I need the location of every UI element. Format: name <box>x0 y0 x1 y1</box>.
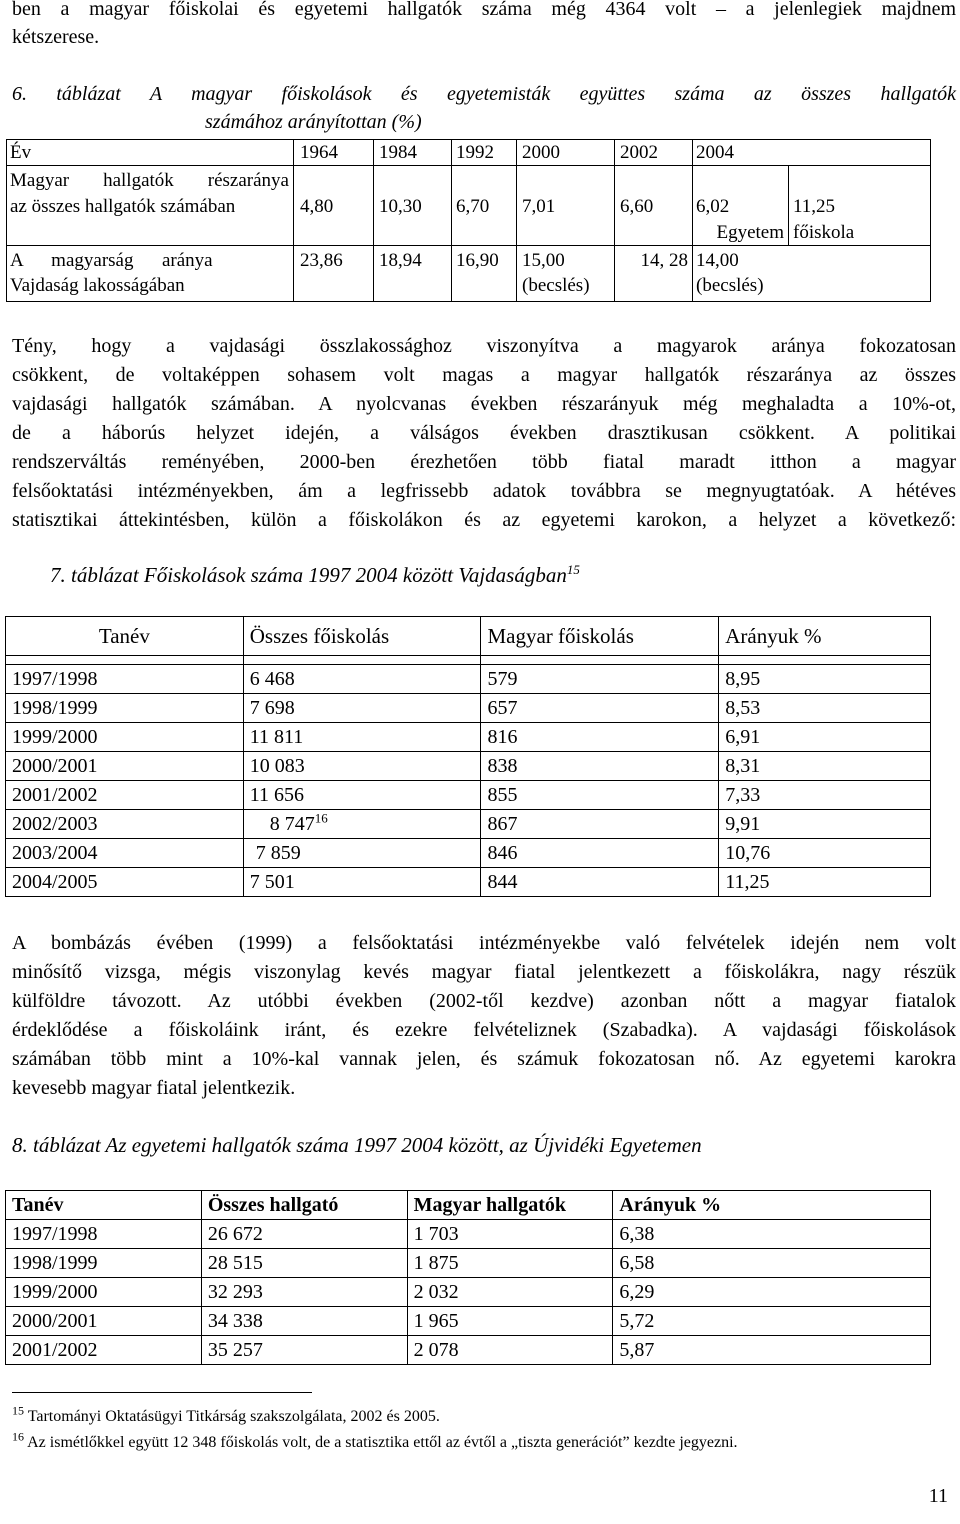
paragraph-line: Tény, hogy a vajdasági összlakossághoz viszonyítva a magyarok aránya fokozatosan <box>12 335 956 357</box>
table8-header: Magyar hallgatók <box>407 1191 613 1220</box>
table7-caption <box>50 563 580 588</box>
table-cell: 11,25 <box>719 868 931 897</box>
table6-year: 2000 <box>522 142 560 163</box>
table-cell: 2001/2002 <box>6 781 244 810</box>
table6-caption-line2: számához arányítottan (%) <box>205 111 422 133</box>
table-cell: 28 515 <box>201 1249 407 1278</box>
table-row <box>6 810 931 839</box>
table6-row2-value: 16,90 <box>456 250 499 271</box>
paragraph-line: A bombázás évében (1999) a felsőoktatási intézményekbe való felvételek idején nem volt <box>12 932 956 954</box>
table6-row1-value: 6,60 <box>620 196 654 217</box>
table-cell: 8,31 <box>719 752 931 781</box>
table7-header: Tanév <box>6 617 244 656</box>
paragraph-line: csökkent, de voltaképpen sohasem volt magas a magyar hallgatók részaránya az összes <box>12 364 956 386</box>
paragraph-line: felsőoktatási intézményekben, ám a legfrissebb adatok továbbra se megnyugtatóak. A hétéves <box>12 480 956 502</box>
table-cell: 2002/2003 <box>6 810 244 839</box>
table-cell: 9,91 <box>719 810 931 839</box>
paragraph-line: minősítő vizsga, mégis viszonylag kevés magyar fiatal jelentkezett a főiskolákra, nagy részük <box>12 961 956 983</box>
table-cell: 8,95 <box>719 665 931 694</box>
table-cell: 7 698 <box>243 694 481 723</box>
table6-row1-label: az összes hallgatók számában <box>10 196 236 217</box>
table-cell: 1998/1999 <box>6 1249 202 1278</box>
table-cell: 855 <box>481 781 719 810</box>
table-cell: 6,29 <box>613 1278 931 1307</box>
table6-year: 2004 <box>696 142 734 163</box>
table8-header: Tanév <box>6 1191 202 1220</box>
paragraph-line: érdeklődése a főiskoláink iránt, és ezekre felvételiznek (Szabadka). A vajdasági főiskolások <box>12 1019 956 1041</box>
table-cell: 838 <box>481 752 719 781</box>
table-cell: 35 257 <box>201 1336 407 1365</box>
table-cell: 10,76 <box>719 839 931 868</box>
table-cell: 844 <box>481 868 719 897</box>
table7-header: Összes főiskolás <box>243 617 481 656</box>
table6-row2-label: Vajdaság lakosságában <box>10 275 185 296</box>
table-row <box>6 752 931 781</box>
table7-caption-text: 7. táblázat Főiskolások száma 1997 2004 között Vajdaságban <box>50 563 567 587</box>
table-row <box>6 868 931 897</box>
table-cell: 8,53 <box>719 694 931 723</box>
table6 <box>6 139 931 302</box>
table-cell: 6,91 <box>719 723 931 752</box>
table-cell: 2000/2001 <box>6 1307 202 1336</box>
table8-header: Összes hallgató <box>201 1191 407 1220</box>
footnote-ref-15[interactable]: 15 <box>566 562 580 577</box>
table-cell: 32 293 <box>201 1278 407 1307</box>
table-cell: 2003/2004 <box>6 839 244 868</box>
table7-header: Magyar főiskolás <box>481 617 719 656</box>
table-cell: 11 811 <box>243 723 481 752</box>
table-row <box>6 1220 931 1249</box>
paragraph-line: de a háborús helyzet idején, a válságos években drasztikusan csökkent. A politikai <box>12 422 956 444</box>
table6-row1-extra-value: 11,25 <box>793 196 836 217</box>
table-cell: 7 859 <box>243 839 481 868</box>
table-cell: 6,58 <box>613 1249 931 1278</box>
table8 <box>5 1190 931 1365</box>
table-cell: 10 083 <box>243 752 481 781</box>
table6-year: 1992 <box>456 142 494 163</box>
table6-row2-value: 23,86 <box>300 250 343 271</box>
table-cell: 657 <box>481 694 719 723</box>
table6-row1-value: 4,80 <box>300 196 334 217</box>
table-cell: 1 875 <box>407 1249 613 1278</box>
table6-row2-value: 18,94 <box>379 250 422 271</box>
table7-header: Arányuk % <box>719 617 931 656</box>
table8-header-row <box>6 1191 931 1220</box>
intro-line-1: ben a magyar főiskolai és egyetemi hallgatók száma még 4364 volt – a jelenlegiek majdnem <box>12 0 956 20</box>
table-row <box>6 1307 931 1336</box>
table-cell: 11 656 <box>243 781 481 810</box>
table-cell: 1999/2000 <box>6 723 244 752</box>
table6-caption-line1: 6. táblázat A magyar főiskolások és egyetemisták együttes száma az összes hallgatók <box>12 83 956 105</box>
table-cell: 34 338 <box>201 1307 407 1336</box>
table-cell: 6 468 <box>243 665 481 694</box>
paragraph-line: statisztikai áttekintésben, külön a főiskolákon és az egyetemi karokon, a helyzet a következő: <box>12 509 956 531</box>
table-cell: 1 703 <box>407 1220 613 1249</box>
footnote-number: 15 <box>12 1403 24 1418</box>
footnote-text: Tartományi Oktatásügyi Titkárság szakszolgálata, 2002 és 2005. <box>24 1408 440 1425</box>
table6-row1-value: 6,70 <box>456 196 490 217</box>
table-cell: 7 501 <box>243 868 481 897</box>
table6-row1-value: 10,30 <box>379 196 422 217</box>
table-row <box>6 1278 931 1307</box>
table6-row1-value: 6,02 <box>696 196 730 217</box>
table6-year: 1984 <box>379 142 417 163</box>
table8-caption: 8. táblázat Az egyetemi hallgatók száma 1997 2004 között, az Újvidéki Egyetemen <box>12 1133 702 1157</box>
table7-header-row <box>6 617 931 656</box>
table-cell: 816 <box>481 723 719 752</box>
table-cell: 5,72 <box>613 1307 931 1336</box>
table-cell: 1997/1998 <box>6 1220 202 1249</box>
table-cell: 846 <box>481 839 719 868</box>
table6-becsles-note: (becslés) <box>696 275 764 296</box>
table-cell: 5,87 <box>613 1336 931 1365</box>
table-cell <box>243 810 481 839</box>
table7 <box>5 616 931 897</box>
table6-year: 2002 <box>620 142 658 163</box>
table-cell: 7,33 <box>719 781 931 810</box>
table-cell: 579 <box>481 665 719 694</box>
intro-line-2: kétszerese. <box>12 26 100 48</box>
table6-row2-value: 14,00 <box>696 250 739 271</box>
table-cell: 1997/1998 <box>6 665 244 694</box>
footnote-number: 16 <box>12 1429 24 1444</box>
page-number: 11 <box>928 1485 948 1507</box>
table6-row1-value: 7,01 <box>522 196 556 217</box>
table-row <box>6 781 931 810</box>
paragraph-line: külföldre távozott. Az utóbbi években (2002-től kezdve) azonban nőtt a magyar fiatalok <box>12 990 956 1012</box>
table-row <box>6 665 931 694</box>
table-row <box>6 1249 931 1278</box>
table6-becsles-note: (becslés) <box>522 275 590 296</box>
table6-row2-label: A magyarság aránya <box>10 250 213 271</box>
table-row <box>6 839 931 868</box>
table6-row2-value: 14, 28 <box>640 250 688 271</box>
table-row <box>6 694 931 723</box>
table6-row2-value: 15,00 <box>522 250 565 271</box>
table6-row1-label: Magyar hallgatók részaránya <box>10 170 289 191</box>
table-cell: 1999/2000 <box>6 1278 202 1307</box>
table-cell: 867 <box>481 810 719 839</box>
paragraph-line: rendszerváltás reményében, 2000-ben érezhetően több fiatal maradt itthon a magyar <box>12 451 956 473</box>
footnote-15 <box>12 1403 440 1427</box>
paragraph-line: számában több mint a 10%-kal vannak jelen, és számuk fokozatosan nő. Az egyetemi karokra <box>12 1048 956 1070</box>
table-cell: 2 078 <box>407 1336 613 1365</box>
table-cell: 2004/2005 <box>6 868 244 897</box>
table-cell: 26 672 <box>201 1220 407 1249</box>
table-cell: 1 965 <box>407 1307 613 1336</box>
paragraph-line: kevesebb magyar fiatal jelentkezik. <box>12 1077 296 1099</box>
footnote-16 <box>12 1429 738 1453</box>
table6-header-label: Év <box>10 142 32 163</box>
table-cell: 1998/1999 <box>6 694 244 723</box>
paragraph-line: vajdasági hallgatók számában. A nyolcvanas években részarányuk még meghaladta a 10%-ot, <box>12 393 956 415</box>
footnote-ref-16[interactable]: 16 <box>314 810 328 826</box>
table-cell: 2001/2002 <box>6 1336 202 1365</box>
table-row <box>6 723 931 752</box>
table6-year: 1964 <box>300 142 338 163</box>
footnote-text: Az ismétlőkkel együtt 12 348 főiskolás volt, de a statisztika ettől az évtől a „tiszta generációt” kezdte jegyezni. <box>24 1434 738 1451</box>
table-row <box>6 1336 931 1365</box>
table-cell: 2 032 <box>407 1278 613 1307</box>
table6-foiskola-note: főiskola <box>793 222 855 243</box>
footnote-divider <box>12 1392 312 1393</box>
table-cell: 6,38 <box>613 1220 931 1249</box>
table8-header: Arányuk % <box>613 1191 931 1220</box>
table6-egyetem-note: Egyetem <box>716 222 784 243</box>
table-cell: 2000/2001 <box>6 752 244 781</box>
table-cell-value: 8 747 <box>269 813 315 835</box>
